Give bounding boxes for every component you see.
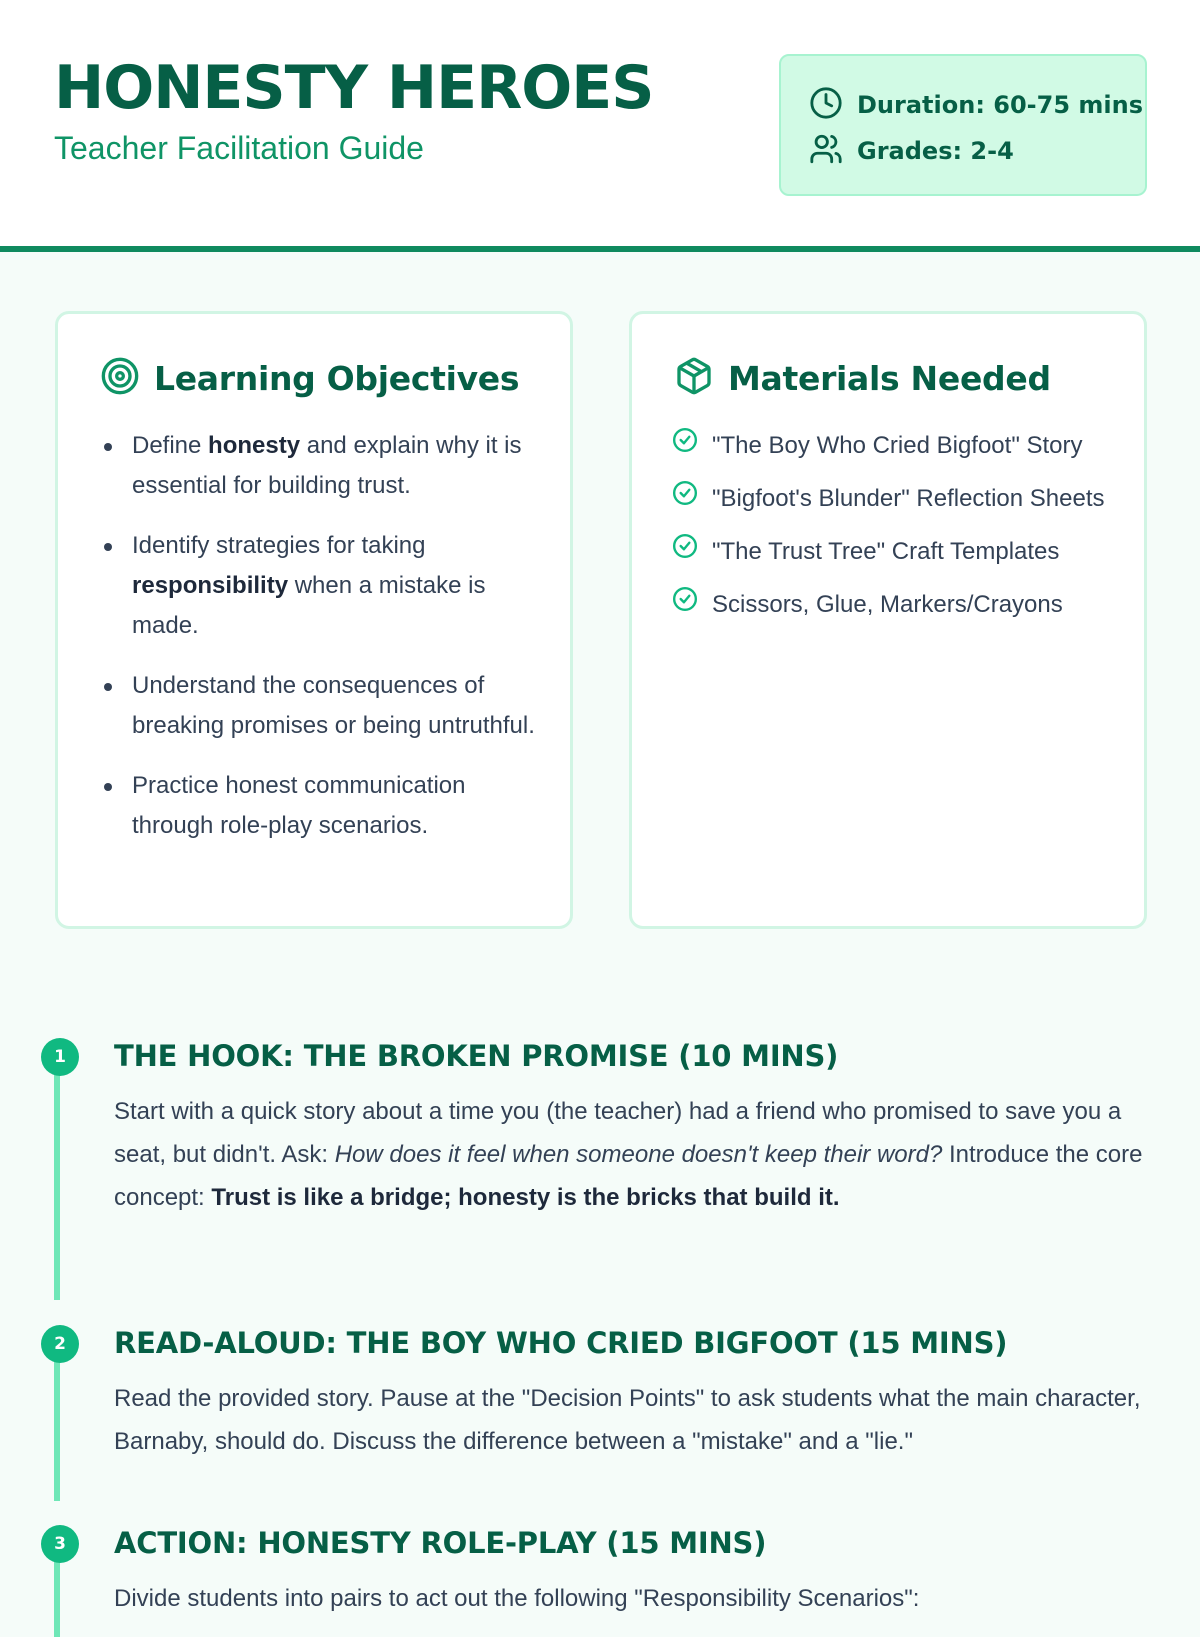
target-icon (100, 356, 140, 400)
duration-text: Duration: 60-75 mins (857, 91, 1143, 119)
step-title: ACTION: HONESTY ROLE-PLAY (15 MINS) (114, 1526, 767, 1560)
objectives-card (55, 311, 573, 929)
list-item: Define honesty and explain why it is essential for building trust. (98, 426, 538, 506)
step-body: Divide students into pairs to act out the following "Responsibility Scenarios": (114, 1585, 920, 1612)
step-number-badge: 3 (41, 1525, 79, 1563)
lesson-meta-box (779, 54, 1147, 196)
materials-heading (674, 356, 1051, 400)
materials-title: Materials Needed (728, 358, 1051, 398)
materials-card (629, 311, 1147, 929)
duration-row (809, 86, 1143, 124)
step-title: READ-ALOUD: THE BOY WHO CRIED BIGFOOT (15 MINS) (114, 1326, 1008, 1360)
timeline-line (54, 1050, 60, 1300)
list-item: "The Trust Tree" Craft Templates (672, 532, 1112, 572)
page-header (0, 0, 1200, 252)
step-number-badge: 2 (41, 1325, 79, 1363)
page-subtitle: Teacher Facilitation Guide (54, 130, 424, 166)
list-item: Practice honest communication through role-play scenarios. (98, 766, 538, 846)
clock-icon (809, 86, 843, 124)
step-body: Start with a quick story about a time you (the teacher) had a friend who promised to save you a seat, but didn't. Ask: How does it feel when someone doesn't keep their word? Introduce the core concept: Trust is like a bridge; honesty is the bricks that build it. (114, 1098, 1143, 1211)
objectives-title: Learning Objectives (154, 358, 520, 398)
list-item: Scissors, Glue, Markers/Crayons (672, 585, 1112, 625)
check-circle-icon (672, 585, 698, 625)
check-circle-icon (672, 426, 698, 466)
step-number-badge: 1 (41, 1038, 79, 1076)
objectives-heading (100, 356, 519, 400)
list-item: "The Boy Who Cried Bigfoot" Story (672, 426, 1112, 466)
list-item: Identify strategies for taking responsibility when a mistake is made. (98, 526, 538, 646)
objectives-list (98, 426, 538, 866)
grades-text: Grades: 2-4 (857, 137, 1014, 165)
materials-list (672, 426, 1112, 638)
box-icon (674, 356, 714, 400)
step-body: Read the provided story. Pause at the "Decision Points" to ask students what the main character, Barnaby, should do. Discuss the difference between a "mistake" and a "lie." (114, 1385, 1141, 1455)
check-circle-icon (672, 532, 698, 572)
users-icon (809, 132, 843, 170)
step-title: THE HOOK: THE BROKEN PROMISE (10 MINS) (114, 1039, 839, 1073)
grades-row (809, 132, 1014, 170)
check-circle-icon (672, 479, 698, 519)
page-title: HONESTY HEROES (54, 53, 654, 123)
list-item: "Bigfoot's Blunder" Reflection Sheets (672, 479, 1112, 519)
list-item: Understand the consequences of breaking promises or being untruthful. (98, 666, 538, 746)
